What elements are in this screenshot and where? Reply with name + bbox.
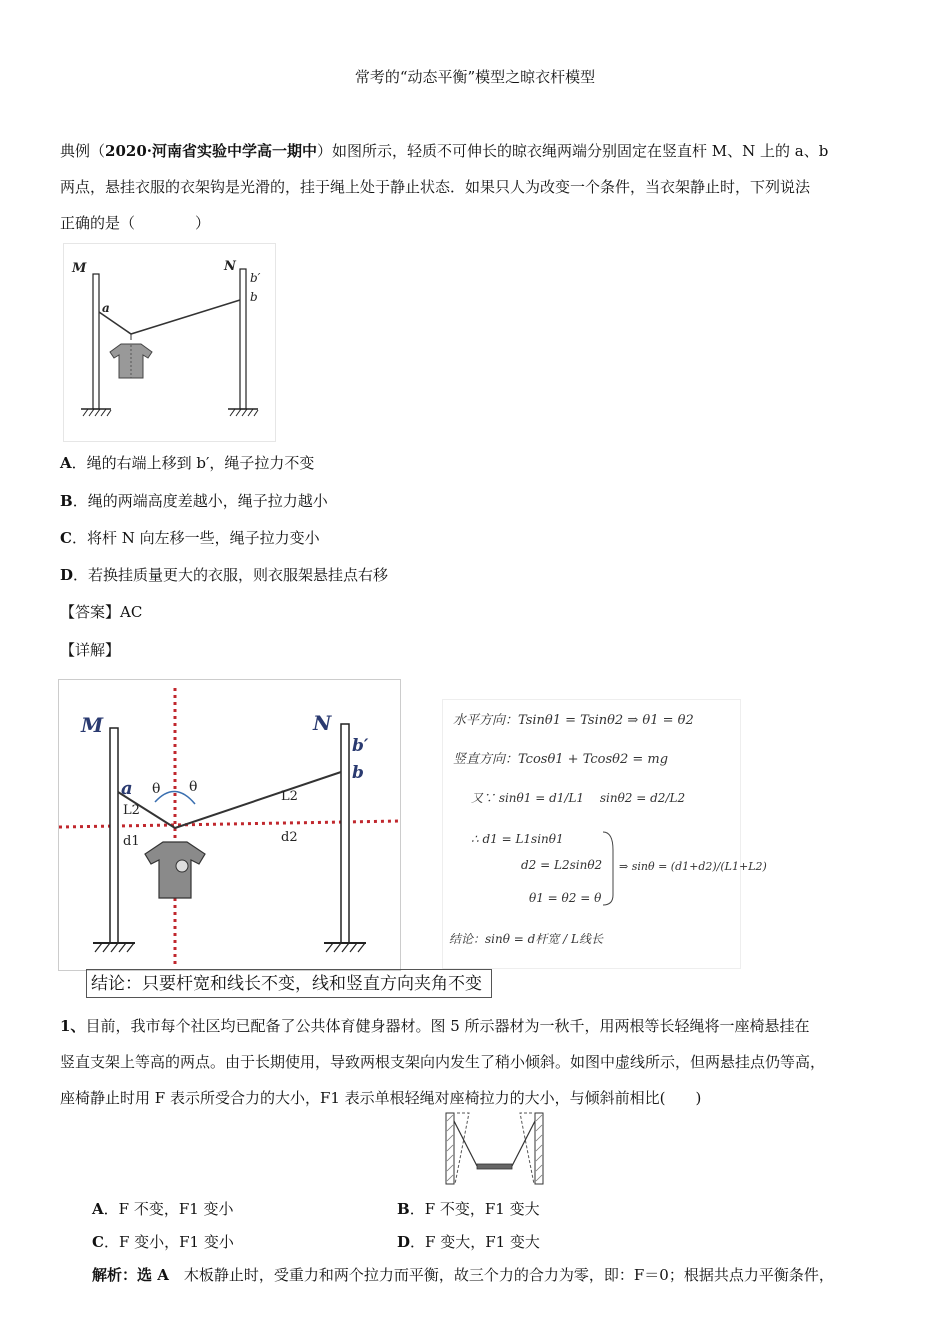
- option-b: B．绳的两端高度差越小，绳子拉力越小: [60, 492, 328, 510]
- example-paragraph: [60, 133, 895, 241]
- hand-line-4: ∴ d1 = L1sinθ1: [471, 832, 564, 846]
- page-title: 常考的“动态平衡”模型之晾衣杆模型: [354, 68, 596, 86]
- question-1: [60, 1008, 895, 1116]
- label-n: N: [313, 711, 332, 735]
- label-b-prime: b′: [352, 736, 369, 756]
- pole-m: [110, 728, 118, 943]
- figure-analysis: [58, 679, 401, 971]
- option-a: A．绳的右端上移到 b′，绳子拉力不变: [60, 454, 315, 472]
- hand-line-5: d2 = L2sinθ2: [521, 858, 603, 872]
- q1-option-b: B．F 不变，F1 变大: [397, 1200, 540, 1218]
- answer: 【答案】AC: [60, 603, 143, 621]
- label-b: b: [250, 290, 258, 304]
- label-m: M: [72, 261, 87, 276]
- swing-diagram: [443, 1111, 546, 1186]
- solution: [92, 1264, 834, 1285]
- hand-line-3: 又∵ sinθ1 = d1/L1 sinθ2 = d2/L2: [471, 791, 686, 805]
- pole-m: [93, 274, 99, 409]
- conclusion-box: 结论：只要杆宽和线长不变，线和竖直方向夹角不变: [86, 969, 492, 998]
- label-a: a: [102, 301, 110, 315]
- example-line-2: 两点，悬挂衣服的衣架钩是光滑的，挂于绳上处于静止状态．如果只人为改变一个条件，当衣架静止时，下列说法: [60, 178, 811, 196]
- example-line-1: 典例（2020·河南省实验中学高一期中）如图所示，轻质不可伸长的晾衣绳两端分别固定在竖直杆 M、N 上的 a、b: [60, 142, 829, 160]
- label-d2: d2: [281, 830, 298, 845]
- question-1-line-1: 1、目前，我市每个社区均已配备了公共体育健身器材。图 5 所示器材为一秋千，用两根等长轻绳将一座椅悬挂在: [60, 1017, 810, 1035]
- hand-line-1: 水平方向：Tsinθ1 = Tsinθ2 ⇒ θ1 = θ2: [453, 713, 694, 728]
- option-c: C．将杆 N 向左移一些，绳子拉力变小: [60, 529, 320, 547]
- clothesline-diagram: [64, 244, 275, 441]
- figure-swing: [443, 1111, 546, 1186]
- q1-option-a: A．F 不变，F1 变小: [92, 1200, 234, 1218]
- label-l2-right: L2: [281, 789, 298, 804]
- q1-option-c: C．F 变小，F1 变小: [92, 1233, 234, 1251]
- example-source: 2020·河南省实验中学高一期中: [105, 142, 317, 160]
- q1-option-d: D．F 变大，F1 变大: [397, 1233, 540, 1251]
- detail-heading: 【详解】: [60, 641, 121, 659]
- hand-line-2: 竖直方向：Tcosθ1 + Tcosθ2 = mg: [453, 752, 669, 767]
- rope: [99, 300, 240, 334]
- pole-n: [341, 724, 349, 943]
- swing-seat: [477, 1164, 512, 1169]
- example-line-3: 正确的是（ ）: [60, 214, 211, 232]
- label-b: b: [352, 763, 364, 783]
- label-theta-right: θ: [189, 779, 198, 795]
- label-b-prime: b′: [250, 271, 261, 285]
- figure-clothesline: [63, 243, 276, 442]
- shirt-icon: [145, 842, 205, 898]
- pole-n: [240, 269, 246, 409]
- label-d1: d1: [123, 834, 140, 849]
- option-d: D．若换挂质量更大的衣服，则衣服架悬挂点右移: [60, 566, 389, 584]
- label-l2-left: L2: [123, 803, 140, 818]
- hand-line-6: θ1 = θ2 = θ: [529, 891, 602, 905]
- figure-handwritten-derivation: [442, 699, 767, 969]
- derivation-notes: [443, 700, 767, 968]
- solution-text: 木板静止时，受重力和两个拉力而平衡，故三个力的合力为零，即：F＝0；根据共点力平衡条件，: [168, 1266, 834, 1284]
- question-1-line-2: 竖直支架上等高的两点。由于长期使用，导致两根支架向内发生了稍小倾斜。如图中虚线所示，但两悬挂点仍等高，: [60, 1053, 826, 1071]
- brace: [603, 832, 613, 905]
- label-a: a: [121, 778, 133, 799]
- label-m: M: [81, 713, 104, 737]
- analysis-diagram: [59, 680, 400, 970]
- label-n: N: [224, 259, 236, 274]
- question-1-line-3: 座椅静止时用 F 表示所受合力的大小，F1 表示单根轻绳对座椅拉力的大小，与倾斜前相比( ): [60, 1089, 702, 1107]
- hand-line-8: 结论：sinθ = d杆宽 / L线长: [449, 932, 603, 946]
- hand-line-7: ⇒ sinθ = (d1+d2)/(L1+L2): [619, 860, 767, 873]
- label-theta-left: θ: [152, 781, 161, 797]
- solution-label: 解析：选 A: [92, 1266, 169, 1284]
